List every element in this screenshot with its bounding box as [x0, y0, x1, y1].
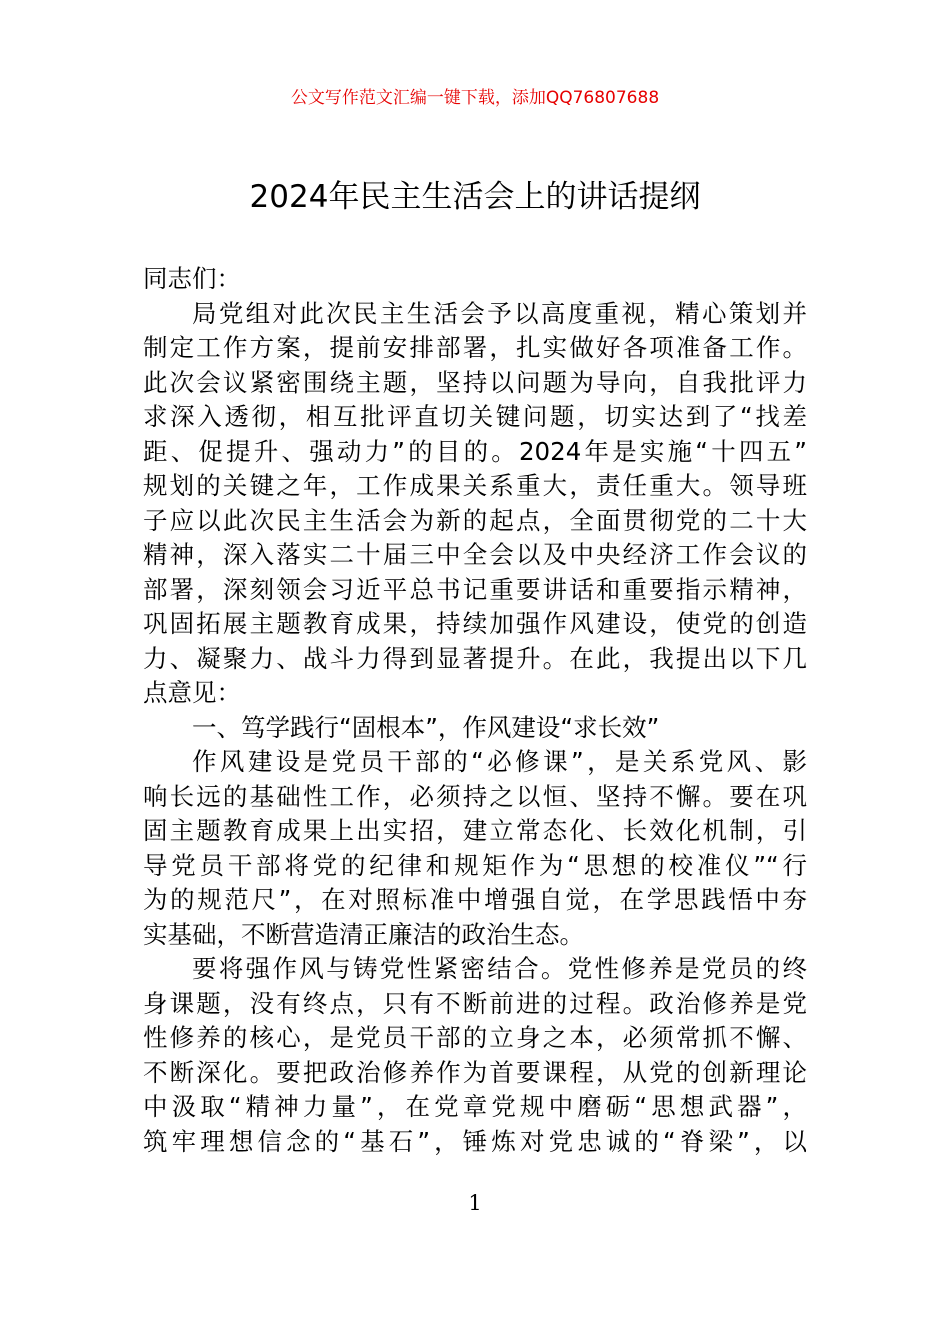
- paragraph-line: 距、促提升、强动力”的目的。2024年是实施“十四五”: [143, 436, 807, 466]
- paragraph-line: 作风建设是党员干部的“必修课”，是关系党风、影: [192, 747, 807, 776]
- section-heading-1: 一、笃学践行“固根本”，作风建设“求长效”: [192, 712, 660, 742]
- paragraph-line: 规划的关键之年，工作成果关系重大，责任重大。领导班: [143, 471, 807, 500]
- paragraph-line: 此次会议紧密围绕主题，坚持以问题为导向，自我批评力: [143, 367, 807, 397]
- paragraph-line: 子应以此次民主生活会为新的起点，全面贯彻党的二十大: [143, 505, 807, 535]
- paragraph-line: 求深入透彻，相互批评直切关键问题，切实达到了“找差: [143, 402, 807, 431]
- paragraph-line: 实基础，不断营造清正廉洁的政治生态。: [143, 919, 584, 949]
- paragraph-line: 固主题教育成果上出实招，建立常态化、长效化机制，引: [143, 816, 807, 845]
- paragraph-line: 响长远的基础性工作，必须持之以恒、坚持不懈。要在巩: [143, 781, 807, 811]
- paragraph-line: 制定工作方案，提前安排部署，扎实做好各项准备工作。: [143, 333, 807, 362]
- paragraph-line: 精神，深入落实二十届三中全会以及中央经济工作会议的: [143, 540, 807, 569]
- document-body: [143, 262, 807, 1159]
- download-notice: 公文写作范文汇编一键下载，添加QQ76807688: [290, 88, 660, 108]
- paragraph-line: 为的规范尺”，在对照标准中增强自觉，在学思践悟中夯: [143, 885, 807, 914]
- paragraph-line: 要将强作风与铸党性紧密结合。党性修养是党员的终: [192, 954, 807, 983]
- page-number: 1: [468, 1191, 482, 1215]
- paragraph-line: 局党组对此次民主生活会予以高度重视，精心策划并: [192, 298, 807, 328]
- paragraph-line: 性修养的核心，是党员干部的立身之本，必须常抓不懈、: [143, 1023, 807, 1052]
- paragraph-line: 部署，深刻领会习近平总书记重要讲话和重要指示精神，: [143, 574, 807, 604]
- paragraph-line: 筑牢理想信念的“基石”，锤炼对党忠诚的“脊梁”，以: [143, 1126, 807, 1156]
- paragraph-line: 不断深化。要把政治修养作为首要课程，从党的创新理论: [143, 1057, 807, 1087]
- paragraph-line: 点意见：: [143, 678, 241, 707]
- paragraph-1: [143, 297, 807, 711]
- paragraph-line: 身课题，没有终点，只有不断前进的过程。政治修养是党: [143, 988, 807, 1018]
- paragraph-2: [143, 745, 807, 952]
- paragraph-line: 中汲取“精神力量”，在党章党规中磨砺“思想武器”，: [143, 1092, 807, 1121]
- paragraph-line: 力、凝聚力、战斗力得到显著提升。在此，我提出以下几: [143, 643, 807, 673]
- paragraph-line: 导党员干部将党的纪律和规矩作为“思想的校准仪”“行: [143, 850, 807, 880]
- paragraph-3: [143, 952, 807, 1159]
- document-title: 2024年民主生活会上的讲话提纲: [249, 179, 701, 215]
- salutation: 同志们：: [143, 264, 241, 293]
- paragraph-line: 巩固拓展主题教育成果，持续加强作风建设，使党的创造: [143, 609, 807, 638]
